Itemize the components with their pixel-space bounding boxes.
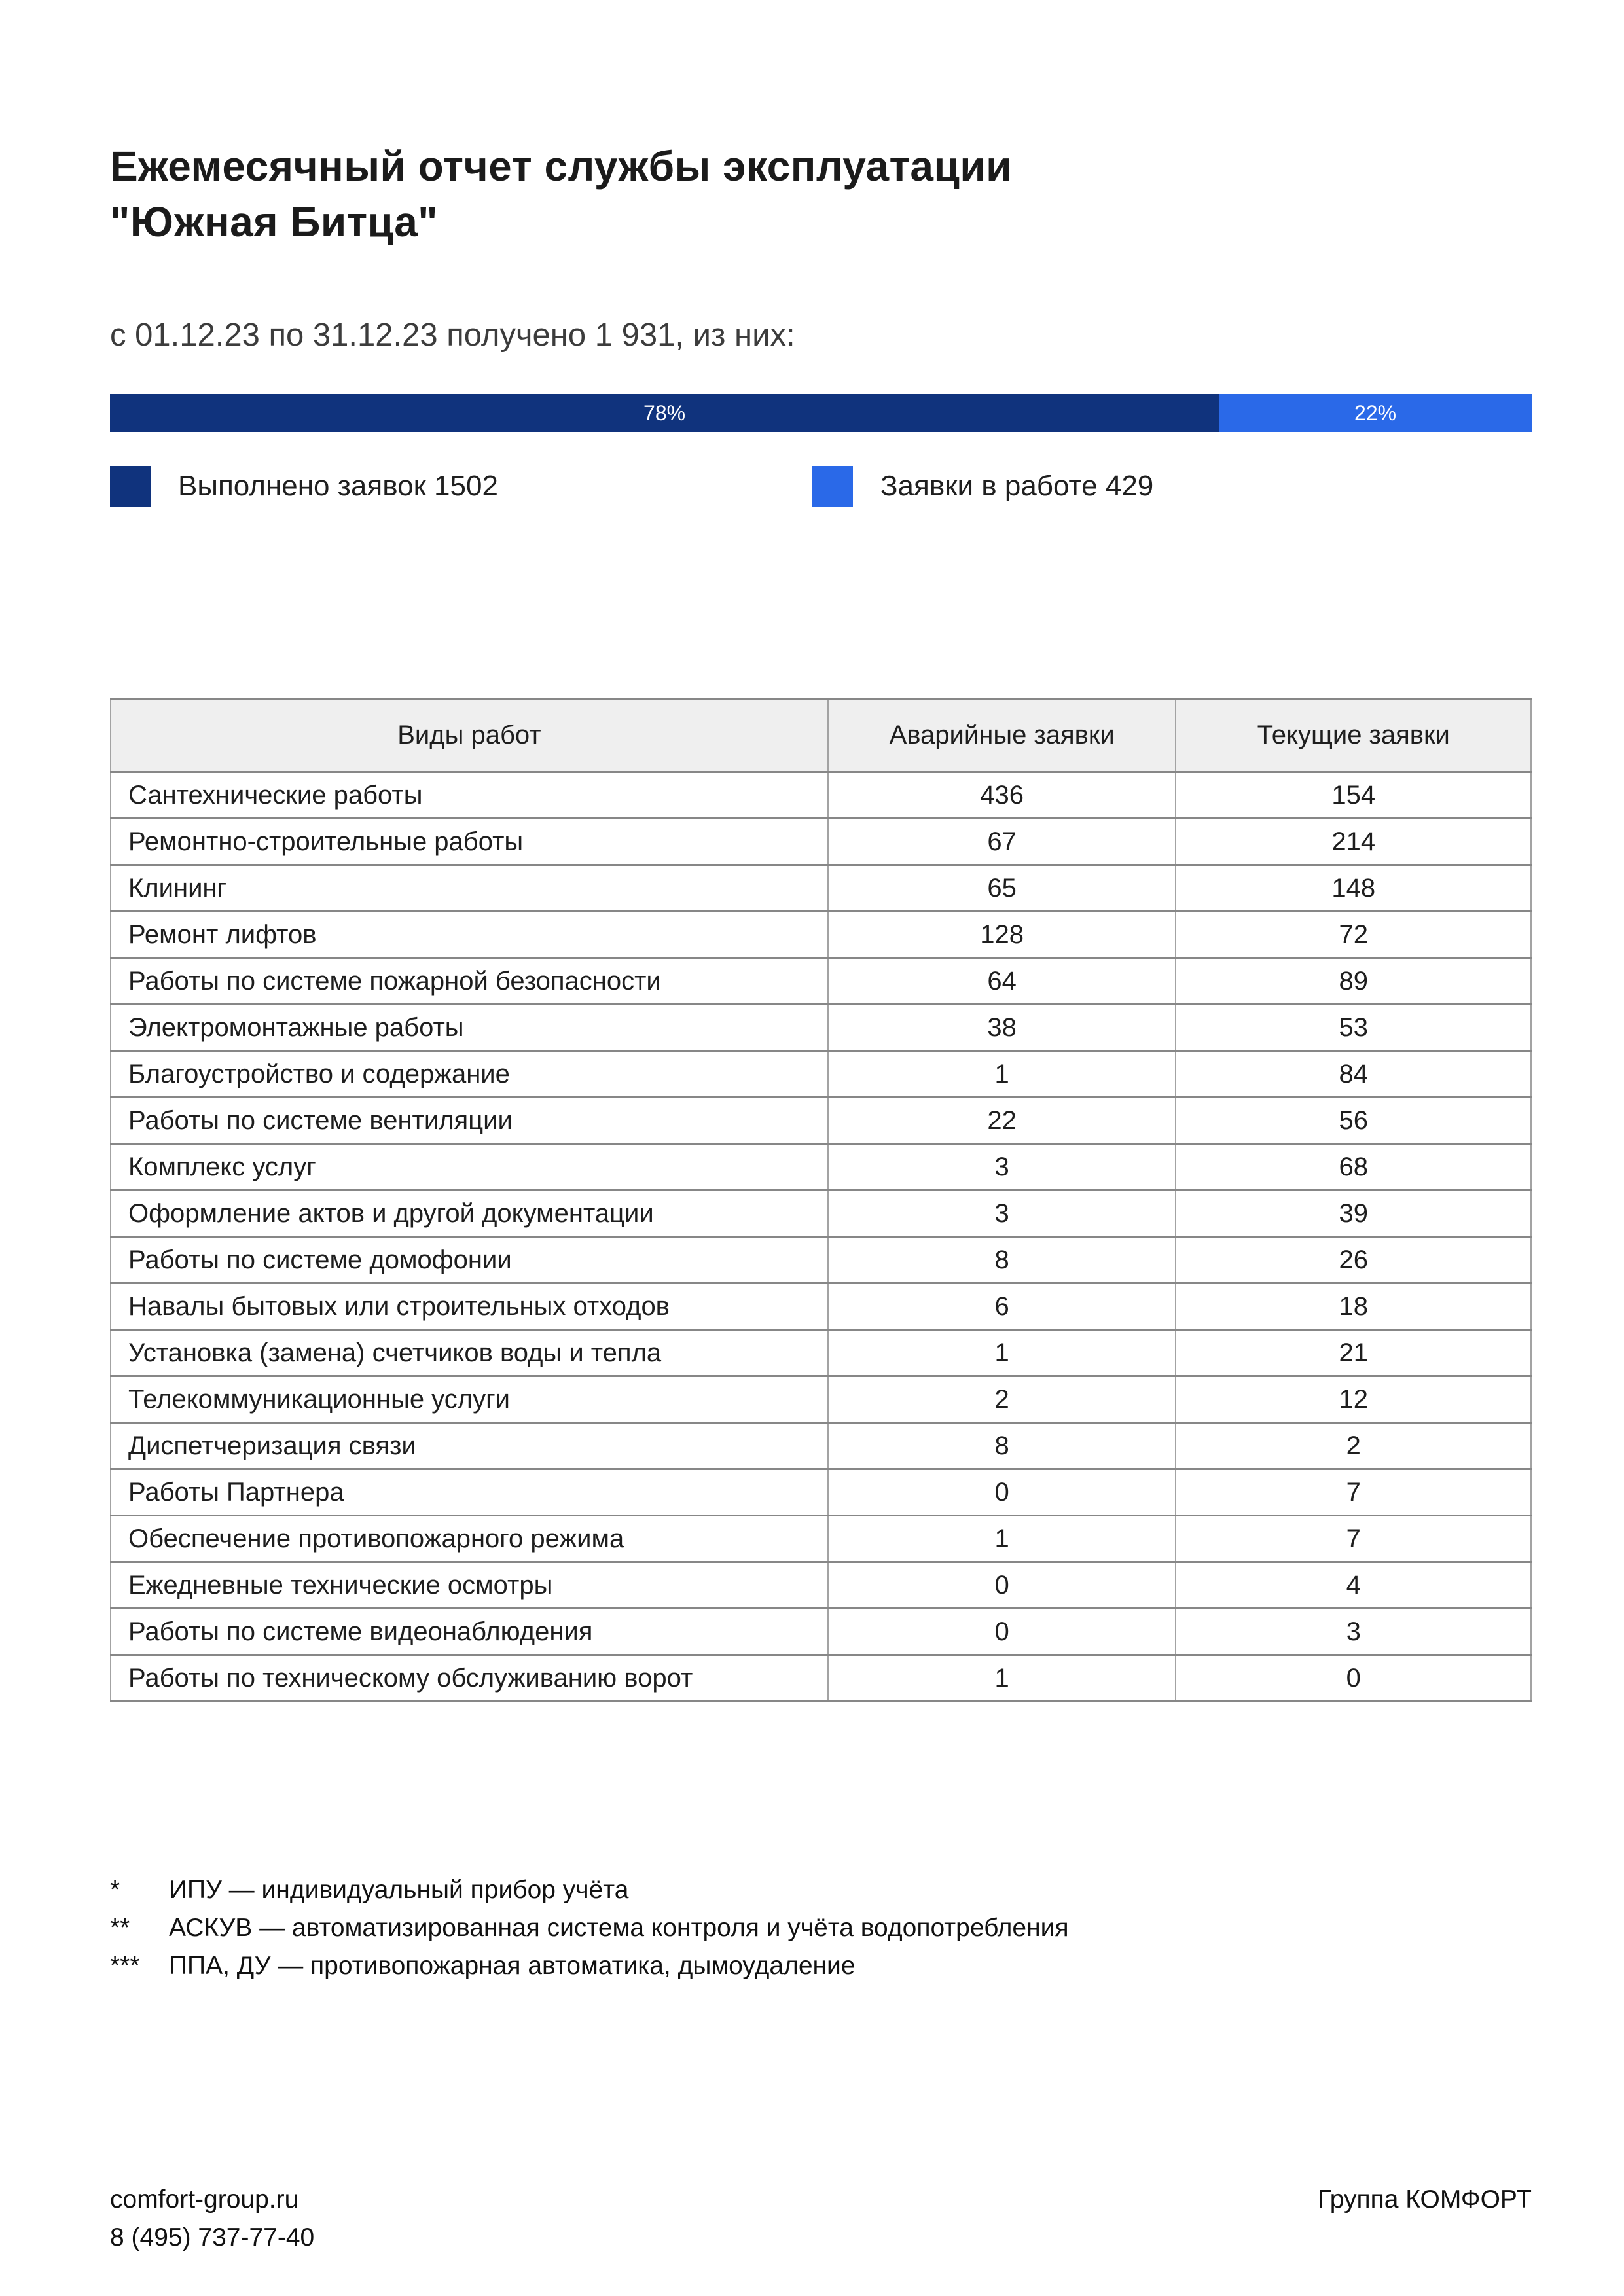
report-period-summary: с 01.12.23 по 31.12.23 получено 1 931, из них: xyxy=(110,317,795,353)
table-row xyxy=(111,1655,1531,1702)
emergency-count-cell: 6 xyxy=(828,1283,1176,1330)
footnote-marker: *** xyxy=(110,1952,140,1981)
emergency-count-cell: 65 xyxy=(828,865,1176,912)
work-type-cell: Сантехнические работы xyxy=(111,772,828,819)
table-row xyxy=(111,1237,1531,1283)
table-row xyxy=(111,1423,1531,1469)
current-count-cell: 39 xyxy=(1176,1191,1531,1237)
emergency-count-cell: 1 xyxy=(828,1051,1176,1098)
table-row xyxy=(111,772,1531,819)
work-type-cell: Оформление актов и другой документации xyxy=(111,1191,828,1237)
emergency-count-cell: 8 xyxy=(828,1423,1176,1469)
current-count-cell: 53 xyxy=(1176,1005,1531,1051)
table-row xyxy=(111,1051,1531,1098)
emergency-count-cell: 3 xyxy=(828,1191,1176,1237)
emergency-count-cell: 0 xyxy=(828,1562,1176,1609)
work-type-cell: Клининг xyxy=(111,865,828,912)
table-header-row xyxy=(111,699,1531,772)
emergency-count-cell: 3 xyxy=(828,1144,1176,1191)
legend-item-done xyxy=(110,466,812,507)
table-row xyxy=(111,912,1531,958)
current-count-cell: 12 xyxy=(1176,1376,1531,1423)
table-row xyxy=(111,958,1531,1005)
footer-contacts xyxy=(110,2181,314,2257)
emergency-count-cell: 64 xyxy=(828,958,1176,1005)
table-row xyxy=(111,1191,1531,1237)
current-count-cell: 148 xyxy=(1176,865,1531,912)
current-count-cell: 4 xyxy=(1176,1562,1531,1609)
emergency-count-cell: 128 xyxy=(828,912,1176,958)
bar-segment-in-progress xyxy=(1219,394,1532,432)
work-type-cell: Комплекс услуг xyxy=(111,1144,828,1191)
requests-progress-bar xyxy=(110,394,1532,432)
work-type-cell: Диспетчеризация связи xyxy=(111,1423,828,1469)
footnotes xyxy=(110,1871,1532,1985)
header-work-types: Виды работ xyxy=(111,699,828,772)
footnote-text: АСКУВ — автоматизированная система контроля и учёта водопотребления xyxy=(169,1914,1069,1943)
footer-company-name: Группа КОМФОРТ xyxy=(1317,2185,1532,2214)
work-type-cell: Работы по системе вентиляции xyxy=(111,1098,828,1144)
current-count-cell: 3 xyxy=(1176,1609,1531,1655)
current-count-cell: 0 xyxy=(1176,1655,1531,1702)
legend-swatch xyxy=(110,466,151,507)
footer-phone: 8 (495) 737-77-40 xyxy=(110,2223,315,2251)
current-count-cell: 84 xyxy=(1176,1051,1531,1098)
current-count-cell: 26 xyxy=(1176,1237,1531,1283)
current-count-cell: 72 xyxy=(1176,912,1531,958)
footnote-text: ИПУ — индивидуальный прибор учёта xyxy=(169,1876,629,1905)
work-type-cell: Работы по системе пожарной безопасности xyxy=(111,958,828,1005)
work-table-body xyxy=(111,772,1531,1702)
current-count-cell: 56 xyxy=(1176,1098,1531,1144)
work-type-cell: Работы Партнера xyxy=(111,1469,828,1516)
page-title xyxy=(110,0,1532,250)
footnote-line xyxy=(110,1909,1532,1947)
work-type-cell: Телекоммуникационные услуги xyxy=(111,1376,828,1423)
emergency-count-cell: 22 xyxy=(828,1098,1176,1144)
work-type-cell: Благоустройство и содержание xyxy=(111,1051,828,1098)
page-title-line2: "Южная Битца" xyxy=(110,198,439,246)
current-count-cell: 214 xyxy=(1176,819,1531,865)
emergency-count-cell: 1 xyxy=(828,1655,1176,1702)
footnote-text: ППА, ДУ — противопожарная автоматика, дымоудаление xyxy=(169,1952,856,1981)
work-type-cell: Навалы бытовых или строительных отходов xyxy=(111,1283,828,1330)
work-type-cell: Ежедневные технические осмотры xyxy=(111,1562,828,1609)
table-row xyxy=(111,1469,1531,1516)
work-type-cell: Обеспечение противопожарного режима xyxy=(111,1516,828,1562)
work-type-cell: Работы по системе домофонии xyxy=(111,1237,828,1283)
current-count-cell: 21 xyxy=(1176,1330,1531,1376)
bar-segment-done xyxy=(110,394,1219,432)
table-row xyxy=(111,1098,1531,1144)
header-current-requests: Текущие заявки xyxy=(1176,699,1531,772)
table-row xyxy=(111,1330,1531,1376)
emergency-count-cell: 1 xyxy=(828,1516,1176,1562)
legend-swatch xyxy=(812,466,853,507)
current-count-cell: 154 xyxy=(1176,772,1531,819)
table-row xyxy=(111,1005,1531,1051)
header-emergency-requests: Аварийные заявки xyxy=(828,699,1176,772)
table-row xyxy=(111,819,1531,865)
current-count-cell: 7 xyxy=(1176,1516,1531,1562)
work-type-cell: Ремонтно-строительные работы xyxy=(111,819,828,865)
emergency-count-cell: 436 xyxy=(828,772,1176,819)
current-count-cell: 7 xyxy=(1176,1469,1531,1516)
progress-legend xyxy=(110,466,1532,507)
emergency-count-cell: 1 xyxy=(828,1330,1176,1376)
current-count-cell: 18 xyxy=(1176,1283,1531,1330)
emergency-count-cell: 0 xyxy=(828,1469,1176,1516)
table-row xyxy=(111,1144,1531,1191)
legend-item-in-progress xyxy=(812,466,1153,507)
work-type-cell: Электромонтажные работы xyxy=(111,1005,828,1051)
footnote-line xyxy=(110,1947,1532,1985)
table-row xyxy=(111,1609,1531,1655)
table-row xyxy=(111,1516,1531,1562)
emergency-count-cell: 8 xyxy=(828,1237,1176,1283)
table-row xyxy=(111,865,1531,912)
current-count-cell: 68 xyxy=(1176,1144,1531,1191)
current-count-cell: 89 xyxy=(1176,958,1531,1005)
work-type-cell: Работы по техническому обслуживанию ворот xyxy=(111,1655,828,1702)
legend-label-in-progress: Заявки в работе 429 xyxy=(880,470,1154,503)
work-type-cell: Работы по системе видеонаблюдения xyxy=(111,1609,828,1655)
table-row xyxy=(111,1376,1531,1423)
emergency-count-cell: 38 xyxy=(828,1005,1176,1051)
emergency-count-cell: 2 xyxy=(828,1376,1176,1423)
emergency-count-cell: 67 xyxy=(828,819,1176,865)
bar-segment-done-label: 78% xyxy=(643,401,686,425)
emergency-count-cell: 0 xyxy=(828,1609,1176,1655)
footnote-marker: ** xyxy=(110,1914,130,1943)
work-table-header xyxy=(111,699,1531,772)
legend-label-done: Выполнено заявок 1502 xyxy=(178,470,498,503)
footer-website: comfort-group.ru xyxy=(110,2185,299,2214)
table-row xyxy=(111,1562,1531,1609)
page-footer xyxy=(110,2181,1532,2257)
bar-segment-in-progress-label: 22% xyxy=(1354,401,1397,425)
page-title-line1: Ежемесячный отчет службы эксплуатации xyxy=(110,143,1012,190)
current-count-cell: 2 xyxy=(1176,1423,1531,1469)
table-row xyxy=(111,1283,1531,1330)
work-types-table xyxy=(110,698,1532,1702)
work-type-cell: Установка (замена) счетчиков воды и тепла xyxy=(111,1330,828,1376)
footnote-line xyxy=(110,1871,1532,1909)
footnote-marker: * xyxy=(110,1876,120,1905)
work-type-cell: Ремонт лифтов xyxy=(111,912,828,958)
